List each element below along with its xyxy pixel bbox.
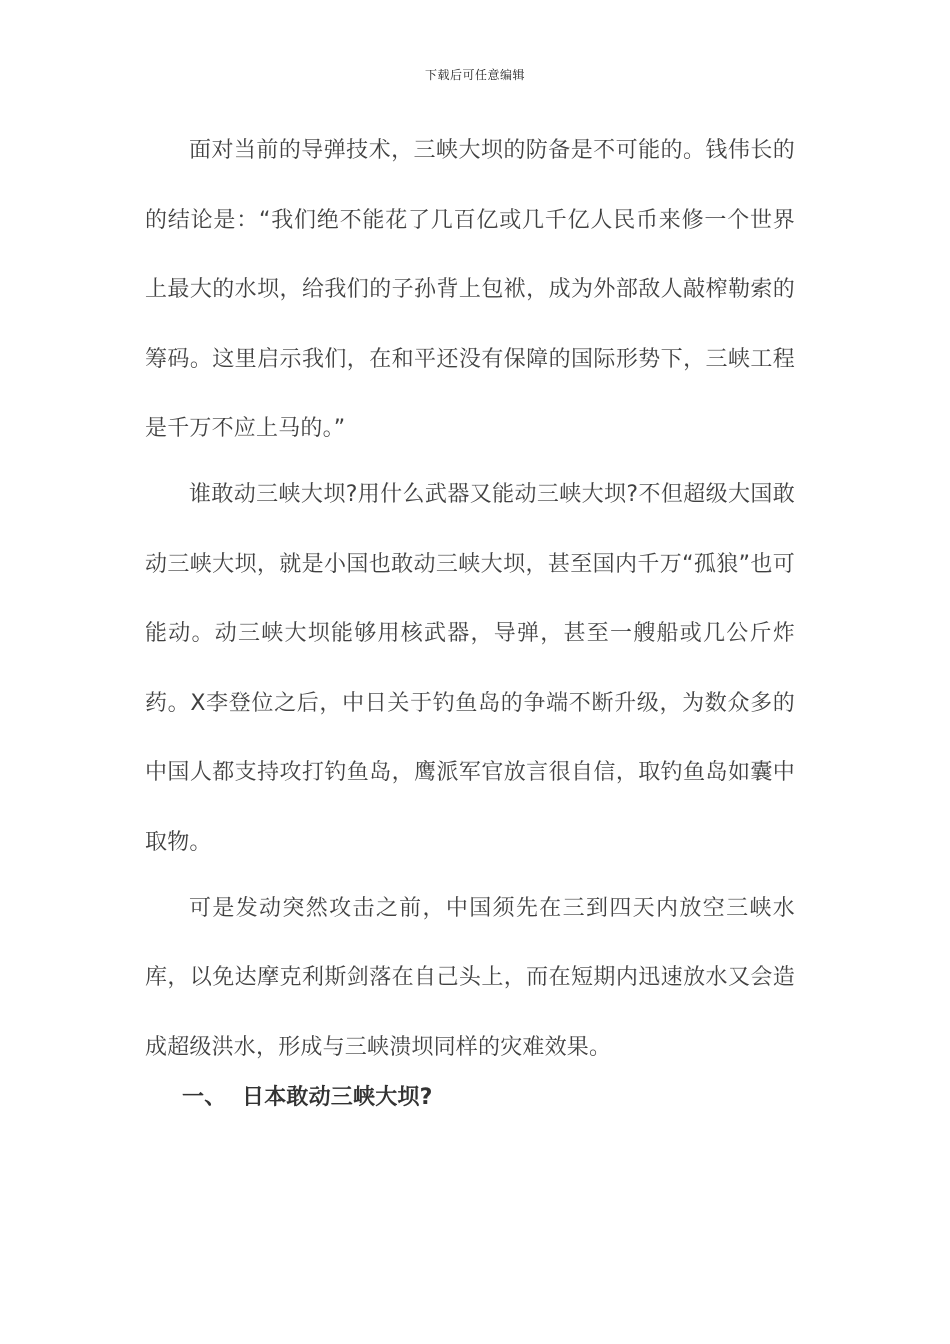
paragraph-2: 谁敢动三峡大坝?用什么武器又能动三峡大坝?不但超级大国敢动三峡大坝，就是小国也敢动三峡大坝，甚至国内千万“孤狼”也可能动。动三峡大坝能够用核武器，导弹，甚至一艘船或几公斤炸药。X李登位之后，中日关于钓鱼岛的争端不断升级，为数众多的中国人都支持攻打钓鱼岛，鹰派军官放言很自信，取钓鱼岛如囊中取物。 bbox=[145, 481, 795, 855]
header-note: 下载后可任意编辑 bbox=[424, 68, 525, 82]
paragraph-1: 面对当前的导弹技术，三峡大坝的防备是不可能的。钱伟长的的结论是：“我们绝不能花了几百亿或几千亿人民币来修一个世界上最大的水坝，给我们的子孙背上包袱，成为外部敌人敲榨勒索的筹码。这里启示我们，在和平还没有保障的国际形势下，三峡工程是千万不应上马的。” bbox=[145, 138, 795, 442]
body-text bbox=[145, 116, 795, 1082]
section-heading-title: 日本敢动三峡大坝? bbox=[242, 1085, 433, 1110]
section-heading-number: 一、 bbox=[182, 1085, 227, 1110]
paragraph-3: 可是发动突然攻击之前，中国须先在三到四天内放空三峡水库，以免达摩克利斯剑落在自己头上，而在短期内迅速放水又会造成超级洪水，形成与三峡溃坝同样的灾难效果。 bbox=[145, 895, 795, 1060]
section-heading bbox=[182, 1080, 433, 1111]
